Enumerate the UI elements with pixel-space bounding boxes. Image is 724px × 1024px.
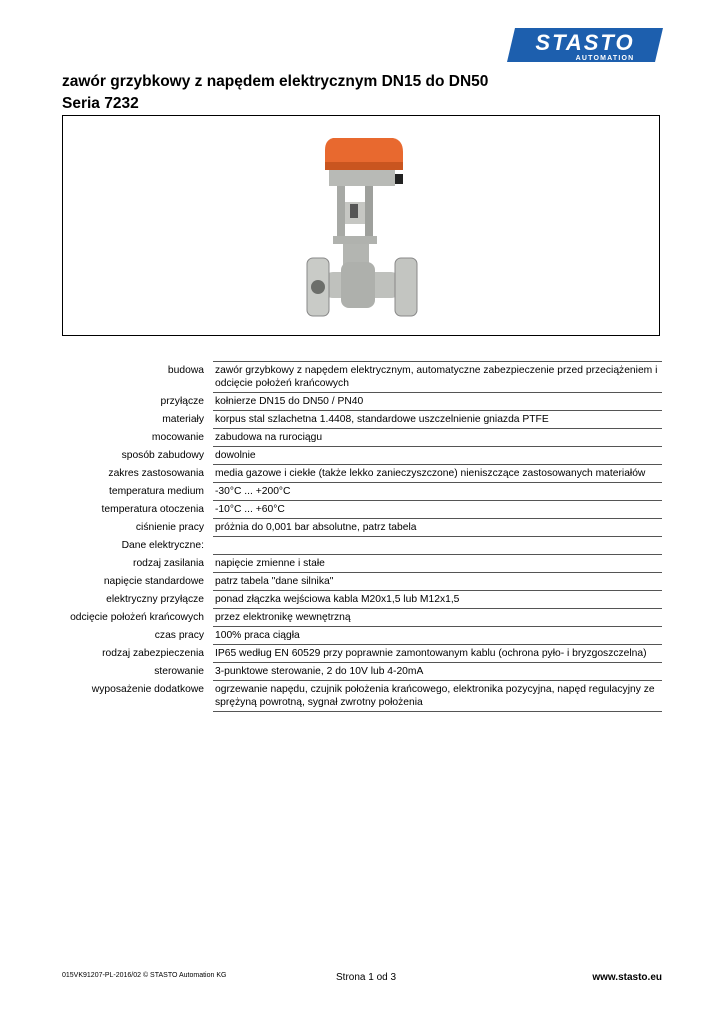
- spec-value: patrz tabela "dane silnika": [213, 573, 662, 591]
- spec-value: -10°C ... +60°C: [213, 501, 662, 519]
- spec-label: zakres zastosowania: [108, 467, 204, 479]
- spec-row: [62, 411, 662, 429]
- page-title: [62, 71, 488, 115]
- spec-label: elektryczny przyłącze: [106, 593, 204, 605]
- spec-row: [62, 555, 662, 573]
- spec-label: budowa: [167, 364, 204, 376]
- product-photo-frame: [62, 115, 660, 336]
- spec-row: [62, 573, 662, 591]
- spec-value: napięcie zmienne i stałe: [213, 555, 662, 573]
- spec-value: ogrzewanie napędu, czujnik położenia krańcowego, elektronika pozycyjna, napęd regulacyjny ze sprężyną powrotną, sygnał zwrotny położenia: [213, 681, 662, 712]
- spec-row: [62, 429, 662, 447]
- spec-value: korpus stal szlachetna 1.4408, standardowe uszczelnienie gniazda PTFE: [213, 411, 662, 429]
- spec-row: [62, 393, 662, 411]
- spec-value: zabudowa na rurociągu: [213, 429, 662, 447]
- spec-label: rodzaj zabezpieczenia: [102, 647, 204, 659]
- title-line-1: zawór grzybkowy z napędem elektrycznym DN15 do DN50: [62, 73, 489, 90]
- spec-value: -30°C ... +200°C: [213, 483, 662, 501]
- spec-row: [62, 501, 662, 519]
- spec-label: temperatura medium: [109, 485, 204, 497]
- spec-value: media gazowe i ciekłe (także lekko zanieczyszczone) nieniszczące zastosowanych materiałów: [213, 465, 662, 483]
- spec-label: Dane elektryczne:: [121, 539, 204, 551]
- spec-row: [62, 519, 662, 537]
- spec-value: kołnierze DN15 do DN50 / PN40: [213, 393, 662, 411]
- spec-label: mocowanie: [151, 431, 204, 443]
- spec-value: ponad złączka wejściowa kabla M20x1,5 lub M12x1,5: [213, 591, 662, 609]
- spec-label: rodzaj zasilania: [133, 557, 204, 569]
- stasto-logo: [505, 26, 663, 66]
- spec-label: przyłącze: [160, 395, 204, 407]
- spec-row: [62, 663, 662, 681]
- spec-value: 3-punktowe sterowanie, 2 do 10V lub 4-20mA: [213, 663, 662, 681]
- spec-row: [62, 465, 662, 483]
- title-line-2: Seria 7232: [62, 95, 139, 112]
- spec-value: przez elektronikę wewnętrzną: [213, 609, 662, 627]
- spec-row: [62, 627, 662, 645]
- svg-text:AUTOMATION: AUTOMATION: [575, 55, 635, 62]
- spec-label: sposób zabudowy: [121, 449, 204, 461]
- page-number: Strona 1 od 3: [336, 972, 397, 983]
- spec-row: [62, 537, 662, 555]
- spec-label: sterowanie: [154, 665, 204, 677]
- spec-label: temperatura otoczenia: [101, 503, 204, 515]
- spec-label: ciśnienie pracy: [135, 521, 204, 533]
- spec-label: czas pracy: [154, 629, 204, 641]
- spec-row: [62, 681, 662, 712]
- valve-product-image: [303, 132, 421, 322]
- spec-row: [62, 609, 662, 627]
- document-id: 015VK91207-PL-2016/02 © STASTO Automation KG: [62, 972, 227, 979]
- spec-value: dowolnie: [213, 447, 662, 465]
- spec-value: próżnia do 0,001 bar absolutne, patrz tabela: [213, 519, 662, 537]
- spec-row: [62, 362, 662, 393]
- spec-row: [62, 591, 662, 609]
- spec-value: zawór grzybkowy z napędem elektrycznym, automatyczne zabezpieczenie przed przeciążeniem i odcięcie położeń krańcowych: [213, 362, 662, 393]
- website-link[interactable]: www.stasto.eu: [592, 972, 662, 983]
- spec-label: napięcie standardowe: [103, 575, 204, 587]
- spec-value: [213, 537, 662, 555]
- spec-row: [62, 447, 662, 465]
- spec-label: odcięcie położeń krańcowych: [70, 611, 204, 623]
- spec-label: wyposażenie dodatkowe: [91, 683, 204, 695]
- spec-label: materiały: [162, 413, 204, 425]
- spec-value: 100% praca ciągła: [213, 627, 662, 645]
- spec-value: IP65 według EN 60529 przy poprawnie zamontowanym kablu (ochrona pyło- i bryzgoszczelna): [213, 645, 662, 663]
- svg-text:STASTO: STASTO: [535, 30, 635, 55]
- specification-table: [62, 361, 662, 712]
- spec-row: [62, 483, 662, 501]
- spec-row: [62, 645, 662, 663]
